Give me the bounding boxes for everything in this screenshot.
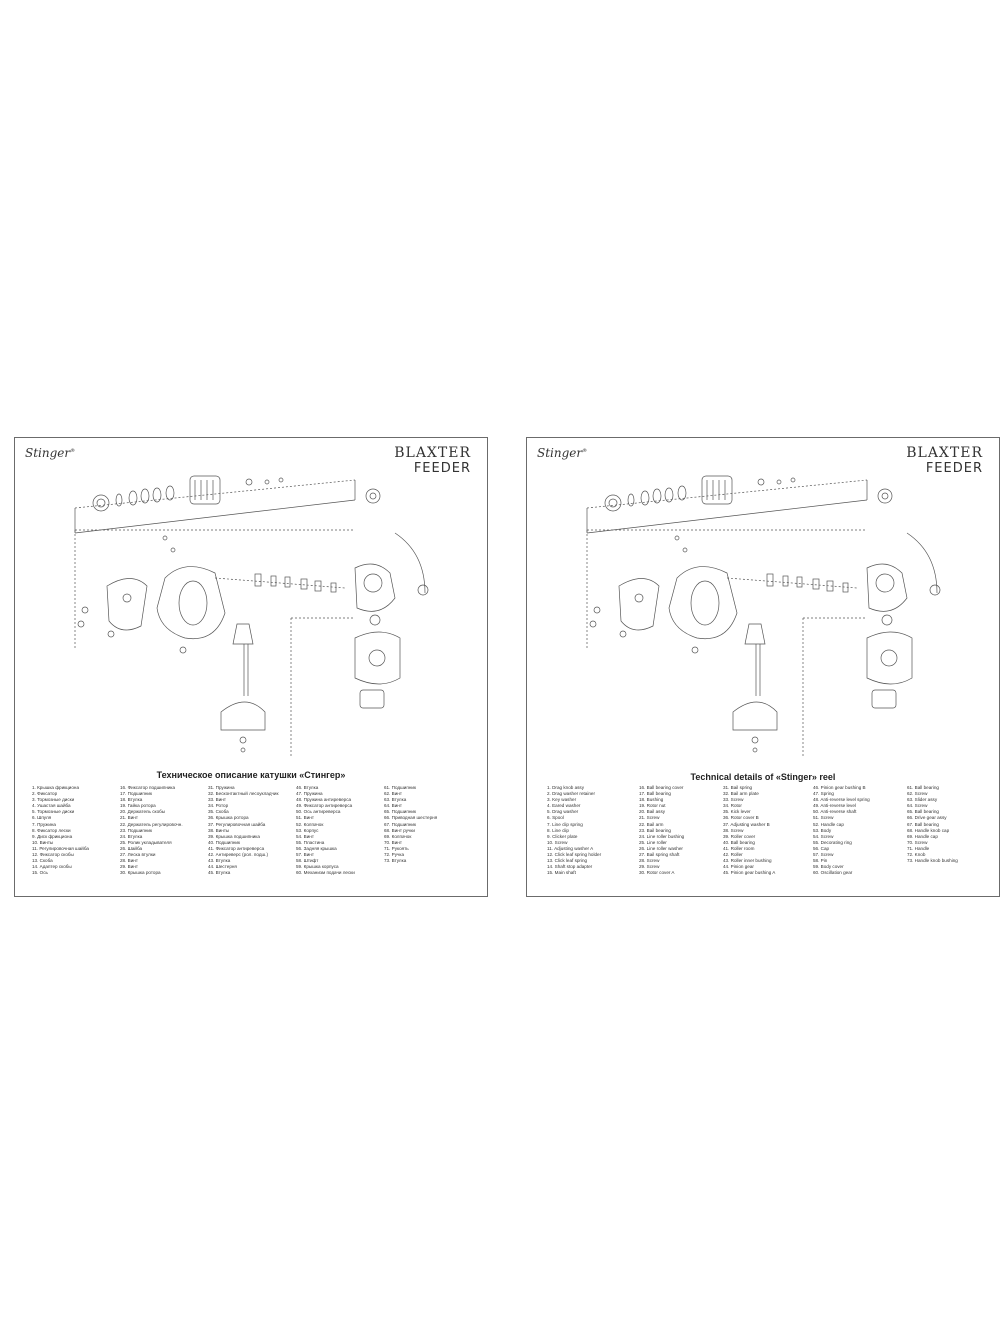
brand-line2: FEEDER bbox=[413, 461, 471, 476]
part-item: 34. Ротор bbox=[208, 803, 229, 809]
part-item: 35. Kick lever bbox=[723, 809, 751, 815]
parts-column bbox=[813, 785, 907, 876]
part-item: 71. Рукоять bbox=[384, 845, 409, 851]
part-item: 26. Шайба bbox=[120, 845, 143, 851]
part-item: 47. Spring bbox=[813, 791, 834, 797]
part-item: 17. Ball bearing bbox=[639, 791, 671, 797]
part-item: 46. Pinion gear bushing B bbox=[813, 785, 866, 790]
part-item: 60. Oscillation gear bbox=[813, 870, 853, 876]
part-item: 45. Pinion gear bushing A bbox=[723, 870, 776, 876]
part-item: 58. Штифт bbox=[296, 858, 319, 864]
part-item: 42. Антиреверс (рол. подш.) bbox=[208, 852, 268, 858]
part-item: 7. Пружина bbox=[32, 821, 56, 827]
part-item: 14. Shaft stop adapter bbox=[547, 864, 593, 870]
part-item: 61. Подшипник bbox=[384, 785, 416, 790]
part-item: 26. Line roller washer bbox=[639, 845, 683, 851]
exploded-view-sheet-ru bbox=[14, 437, 488, 897]
stinger-logo-text: Stinger bbox=[537, 446, 583, 460]
part-item: 21. Screw bbox=[639, 815, 660, 821]
part-item: 13. Click leaf spring bbox=[547, 858, 588, 864]
part-item: 24. Втулка bbox=[120, 833, 143, 839]
part-item: 6. Spool bbox=[547, 815, 564, 821]
part-item: 56. Cap bbox=[813, 845, 830, 851]
part-item: 50. Ось антиреверса bbox=[296, 809, 341, 815]
part-item: 69. Колпачок bbox=[384, 833, 412, 839]
part-item: 29. Screw bbox=[639, 864, 660, 870]
part-item: 53. Body bbox=[813, 827, 832, 833]
parts-column bbox=[32, 785, 126, 876]
blaxter-feeder-logo bbox=[394, 446, 471, 475]
brand-line1: BLAXTER bbox=[906, 445, 983, 461]
part-item: 72. Knob bbox=[907, 852, 926, 858]
part-item: 67. Подшипник bbox=[384, 821, 416, 827]
part-item: 6. Шпуля bbox=[32, 815, 52, 821]
brand-line1: BLAXTER bbox=[394, 445, 471, 461]
parts-column bbox=[384, 785, 478, 864]
part-item: 67. Ball bearing bbox=[907, 821, 939, 827]
part-item: 36. Rotor cover B bbox=[723, 815, 759, 821]
part-item: 38. Screw bbox=[723, 827, 744, 833]
part-item: 34. Rotor bbox=[723, 803, 742, 809]
part-item: 69. Handle cap bbox=[907, 833, 938, 839]
part-item: 57. Screw bbox=[813, 852, 834, 858]
part-item: 2. Фиксатор bbox=[32, 791, 58, 797]
part-item: 73. Handle knob bushing bbox=[907, 858, 958, 864]
part-item: 7. Line clip spring bbox=[547, 821, 583, 827]
part-item: 19. Rotor nut bbox=[639, 803, 666, 809]
part-item: 20. Bail assy bbox=[639, 809, 666, 815]
part-item: 63. Втулка bbox=[384, 797, 407, 803]
part-item: 43. Втулка bbox=[208, 858, 231, 864]
part-item: 40. Подшипник bbox=[208, 839, 240, 845]
part-item: 46. Втулка bbox=[296, 785, 319, 790]
parts-list bbox=[32, 785, 476, 893]
part-item: 16. Ball bearing cover bbox=[639, 785, 684, 790]
part-item: 70. Винт bbox=[384, 839, 402, 845]
part-item: 12. Фиксатор скобы bbox=[32, 852, 74, 858]
part-item: 33. Screw bbox=[723, 797, 744, 803]
part-item: 38. Винты bbox=[208, 827, 230, 833]
part-item: 60. Механизм подачи лески bbox=[296, 870, 355, 876]
part-item: 30. Крышка ротора bbox=[120, 870, 161, 876]
part-item: 50. Anti-reverse shaft bbox=[813, 809, 857, 815]
part-item: 32. Bail arm plate bbox=[723, 791, 759, 797]
part-item: 5. Тормозные диски bbox=[32, 809, 75, 815]
part-item: 17. Подшипник bbox=[120, 791, 152, 797]
part-item: 28. Винт bbox=[120, 858, 138, 864]
part-item: 27. Леска втулки bbox=[120, 852, 156, 858]
part-item: 64. Винт bbox=[384, 803, 402, 809]
part-item: 53. Корпус bbox=[296, 827, 319, 833]
part-item: 18. Втулка bbox=[120, 797, 143, 803]
part-item: 2. Drag washer retainer bbox=[547, 791, 596, 797]
parts-column bbox=[723, 785, 817, 876]
part-item: 12. Click leaf spring holder bbox=[547, 852, 602, 858]
part-item: 39. Крышка подшипника bbox=[208, 833, 260, 839]
part-item: 35. Скоба bbox=[208, 809, 229, 815]
part-item: 9. Диск фрикциона bbox=[32, 833, 73, 839]
part-item: 1. Крышка фрикциона bbox=[32, 785, 80, 790]
part-item: 9. Clicker plate bbox=[547, 833, 578, 839]
part-item: 49. Anti-reverse level bbox=[813, 803, 856, 809]
part-item: 15. Ось bbox=[32, 870, 48, 876]
part-item: 55. Пластина bbox=[296, 839, 325, 845]
part-item: 13. Скоба bbox=[32, 858, 53, 864]
stinger-logo: Stinger® bbox=[25, 446, 76, 460]
part-item: 62. Винт bbox=[384, 791, 402, 797]
part-item: 27. Bail spring shaft bbox=[639, 852, 680, 858]
part-item: 54. Screw bbox=[813, 833, 834, 839]
exploded-reel-diagram bbox=[15, 438, 488, 768]
part-item: 65. Ball bearing bbox=[907, 809, 939, 815]
stinger-logo-text: Stinger bbox=[25, 446, 71, 460]
part-item: 72. Ручка bbox=[384, 852, 405, 858]
brand-line2: FEEDER bbox=[925, 461, 983, 476]
part-item: 55. Decorating ring bbox=[813, 839, 852, 845]
part-item: 11. Adjusting washer A bbox=[547, 845, 594, 851]
part-item: 61. Ball bearing bbox=[907, 785, 939, 790]
part-item: 18. Bushing bbox=[639, 797, 664, 803]
part-item: 57. Винт bbox=[296, 852, 314, 858]
part-item: 25. Line roller bbox=[639, 839, 667, 845]
part-item: 22. Держатель регулировочн. bbox=[120, 821, 183, 827]
part-item: 39. Roller cover bbox=[723, 833, 756, 839]
part-item: 66. Приводная шестерня bbox=[384, 815, 438, 821]
part-item: 10. Screw bbox=[547, 839, 568, 845]
part-item: 63. Slider assy bbox=[907, 797, 938, 803]
part-item: 62. Screw bbox=[907, 791, 928, 797]
exploded-view-sheet-en bbox=[526, 437, 1000, 897]
parts-column bbox=[120, 785, 214, 876]
part-item: 43. Roller inner bushing bbox=[723, 858, 772, 864]
part-item: 16. Фиксатор подшипника bbox=[120, 785, 176, 790]
part-item: 42. Roller bbox=[723, 852, 743, 858]
part-item: 25. Ролик укладывателя bbox=[120, 839, 172, 845]
part-item: 20. Держатель скобы bbox=[120, 809, 166, 815]
part-item: 64. Screw bbox=[907, 803, 928, 809]
part-item: 37. Adjusting washer B bbox=[723, 821, 770, 827]
part-item: 3. Key washer bbox=[547, 797, 577, 803]
part-item: 52. Колпачок bbox=[296, 821, 324, 827]
sheet-heading: Техническое описание катушки «Стингер» bbox=[156, 770, 346, 780]
blaxter-feeder-logo bbox=[906, 446, 983, 475]
part-item: 52. Handle cap bbox=[813, 821, 844, 827]
part-item: 40. Ball bearing bbox=[723, 839, 755, 845]
part-item: 4. Eared washer bbox=[547, 803, 581, 809]
part-item: 51. Screw bbox=[813, 815, 834, 821]
parts-column bbox=[296, 785, 390, 876]
part-item: 24. Line roller bushing bbox=[639, 833, 685, 839]
part-item: 68. Винт ручки bbox=[384, 827, 415, 833]
part-item: 44. Шестерня bbox=[208, 864, 237, 870]
part-item: 56. Задняя крышка bbox=[296, 845, 337, 851]
part-item: 58. Pin bbox=[813, 858, 828, 864]
part-item: 65. Подшипник bbox=[384, 809, 416, 815]
part-item: 48. Пружина антиреверса bbox=[296, 797, 352, 803]
part-item: 70. Screw bbox=[907, 839, 928, 845]
part-item: 45. Втулка bbox=[208, 870, 231, 876]
part-item: 41. Roller room bbox=[723, 845, 755, 851]
parts-column bbox=[639, 785, 733, 876]
part-item: 31. Bail spring bbox=[723, 785, 753, 790]
part-item: 59. Крышка корпуса bbox=[296, 864, 339, 870]
part-item: 54. Винт bbox=[296, 833, 314, 839]
part-item: 44. Pinion gear bbox=[723, 864, 754, 870]
parts-list bbox=[547, 785, 991, 893]
part-item: 33. Винт bbox=[208, 797, 226, 803]
parts-column bbox=[907, 785, 1000, 864]
part-item: 8. Line clip bbox=[547, 827, 569, 833]
part-item: 48. Anti-reverse level spring bbox=[813, 797, 870, 803]
part-item: 23. Bail bearing bbox=[639, 827, 671, 833]
parts-column bbox=[547, 785, 641, 876]
part-item: 1. Drag knob assy bbox=[547, 785, 585, 790]
part-item: 10. Винты bbox=[32, 839, 54, 845]
part-item: 19. Гайка ротора bbox=[120, 803, 156, 809]
stinger-logo: Stinger® bbox=[537, 446, 588, 460]
part-item: 49. Фиксатор антиреверса bbox=[296, 803, 353, 809]
part-item: 37. Регулировочная шайба bbox=[208, 821, 266, 827]
part-item: 30. Rotor cover A bbox=[639, 870, 675, 876]
part-item: 29. Винт bbox=[120, 864, 138, 870]
part-item: 3. Тормозные диски bbox=[32, 797, 75, 803]
exploded-reel-diagram bbox=[527, 438, 1000, 768]
part-item: 36. Крышка ротора bbox=[208, 815, 249, 821]
part-item: 28. Screw bbox=[639, 858, 660, 864]
part-item: 5. Drag washer bbox=[547, 809, 579, 815]
part-item: 41. Фиксатор антиреверса bbox=[208, 845, 265, 851]
part-item: 22. Bail arm bbox=[639, 821, 664, 827]
sheet-heading: Technical details of «Stinger» reel bbox=[690, 772, 836, 782]
part-item: 4. Ушастая шайба bbox=[32, 803, 71, 809]
parts-column bbox=[208, 785, 302, 876]
part-item: 31. Пружина bbox=[208, 785, 235, 790]
part-item: 14. Адаптер скобы bbox=[32, 864, 72, 870]
part-item: 32. Бесконтактный лесоукладчик bbox=[208, 791, 279, 797]
part-item: 68. Handle knob cap bbox=[907, 827, 950, 833]
part-item: 21. Винт bbox=[120, 815, 138, 821]
part-item: 71. Handle bbox=[907, 845, 930, 851]
part-item: 47. Пружина bbox=[296, 791, 323, 797]
part-item: 66. Drive gear assy bbox=[907, 815, 947, 821]
part-item: 59. Body cover bbox=[813, 864, 844, 870]
part-item: 73. Втулка bbox=[384, 858, 407, 864]
part-item: 11. Регулировочная шайба bbox=[32, 845, 89, 851]
part-item: 51. Винт bbox=[296, 815, 314, 821]
part-item: 23. Подшипник bbox=[120, 827, 152, 833]
part-item: 15. Main shaft bbox=[547, 870, 576, 876]
part-item: 8. Фиксатор лески bbox=[32, 827, 71, 833]
